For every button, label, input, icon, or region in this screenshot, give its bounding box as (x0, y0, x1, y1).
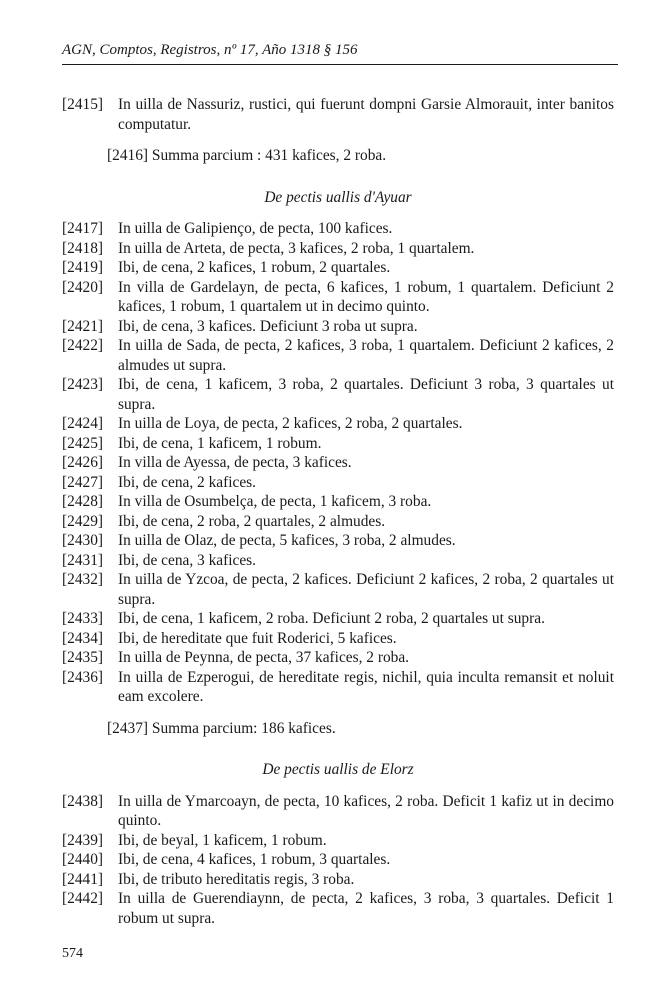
entry (62, 850, 614, 870)
document-body (62, 95, 614, 928)
running-head: AGN, Comptos, Registros, nº 17, Año 1318 § 156 (62, 40, 618, 65)
entry-text: In villa de Osumbelça, de pecta, 1 kaficem, 3 roba. (118, 493, 432, 510)
entry (62, 95, 614, 134)
entry (62, 609, 614, 629)
entry (62, 570, 614, 609)
entry-number: [2430] (62, 532, 104, 549)
entry-text: In uilla de Loya, de pecta, 2 kafices, 2 roba, 2 quartales. (118, 415, 463, 432)
entry-number: [2422] (62, 337, 104, 354)
entry-number: [2419] (62, 259, 104, 276)
page-number: 574 (62, 946, 83, 961)
entry-number: [2438] (62, 792, 104, 810)
entry (62, 453, 614, 473)
entry-number: [2431] (62, 551, 104, 569)
entry-text: Ibi, de hereditate que fuit Roderici, 5 kafices. (118, 629, 397, 647)
entry (62, 870, 614, 890)
entry-text: In uilla de Arteta, de pecta, 3 kafices, 2 roba, 1 quartalem. (118, 239, 475, 257)
entry-text: In uilla de Ymarcoayn, de pecta, 10 kafices, 2 roba. Deficit 1 kafiz ut in decimo quinto. (118, 792, 614, 829)
entry-text: Ibi, de cena, 4 kafices, 1 robum, 3 quartales. (118, 851, 391, 868)
entry (62, 831, 614, 851)
entry-number: [2415] (62, 96, 104, 113)
entry (62, 336, 614, 375)
entry-text: Ibi, de beyal, 1 kaficem, 1 robum. (118, 831, 327, 849)
entry-text: Ibi, de cena, 2 roba, 2 quartales, 2 almudes. (118, 512, 386, 530)
entry-number: [2418] (62, 239, 104, 257)
entry-number: [2428] (62, 493, 104, 510)
entry (62, 668, 614, 707)
entry-text: In uilla de Sada, de pecta, 2 kafices, 3 roba, 1 quartalem. Deficiunt 2 kafices, 2 almudes ut supra. (118, 337, 614, 374)
entry-number: [2439] (62, 831, 104, 849)
entry (62, 551, 614, 571)
entry-text: Ibi, de cena, 2 kafices, 1 robum, 2 quartales. (118, 259, 391, 276)
entry (62, 629, 614, 649)
entry (62, 648, 614, 668)
section-heading: De pectis uallis d'Ayuar (264, 188, 412, 206)
entry-text: In villa de Gardelayn, de pecta, 6 kafices, 1 robum, 1 quartalem. Deficiunt 2 kafices, 1 robum, 1 quartalem ut in decimo quinto. (118, 278, 614, 315)
entry-text: In uilla de Ezperogui, de hereditate regis, nichil, quia inculta remansit et noluit eam excolere. (118, 668, 614, 705)
entry-number: [2426] (62, 454, 104, 471)
entry-text: Ibi, de cena, 1 kaficem, 3 roba, 2 quartales. Deficiunt 3 roba, 3 quartales ut supra. (118, 376, 614, 413)
entry-number: [2417] (62, 220, 104, 237)
entry-number: [2427] (62, 473, 104, 491)
summa-line: [2437] Summa parcium: 186 kafices. (107, 719, 336, 737)
entry-number: [2420] (62, 278, 104, 296)
entry-text: Ibi, de cena, 3 kafices. Deficiunt 3 roba ut supra. (118, 317, 418, 335)
entry-text: Ibi, de cena, 3 kafices. (118, 551, 257, 569)
entry (62, 258, 614, 278)
entry (62, 278, 614, 317)
entry (62, 492, 614, 512)
entry-text: Ibi, de cena, 2 kafices. (118, 473, 257, 491)
entry (62, 414, 614, 434)
summa-line: [2416] Summa parcium : 431 kafices, 2 roba. (107, 147, 387, 164)
entry (62, 512, 614, 532)
entry-number: [2429] (62, 512, 104, 530)
entry (62, 375, 614, 414)
entry-number: [2432] (62, 571, 104, 588)
entry (62, 239, 614, 259)
entry-number: [2423] (62, 376, 104, 393)
entry-number: [2433] (62, 610, 104, 627)
entry (62, 792, 614, 831)
entry-number: [2442] (62, 890, 104, 907)
entry-text: In uilla de Guerendiaynn, de pecta, 2 kafices, 3 roba, 3 quartales. Deficit 1 robum ut supra. (118, 890, 614, 927)
entry-number: [2424] (62, 415, 104, 432)
entry-number: [2440] (62, 851, 104, 868)
entry-number: [2441] (62, 870, 104, 888)
entry (62, 473, 614, 493)
entry-text: Ibi, de tributo hereditatis regis, 3 roba. (118, 870, 355, 888)
entry (62, 531, 614, 551)
entry (62, 434, 614, 454)
entry-text: In uilla de Yzcoa, de pecta, 2 kafices. Deficiunt 2 kafices, 2 roba, 2 quartales ut supra. (118, 571, 614, 608)
entry-text: In villa de Ayessa, de pecta, 3 kafices. (118, 454, 352, 471)
entry-text: Ibi, de cena, 1 kaficem, 2 roba. Deficiunt 2 roba, 2 quartales ut supra. (118, 610, 545, 627)
entry-text: Ibi, de cena, 1 kaficem, 1 robum. (118, 434, 322, 452)
entry-number: [2435] (62, 649, 104, 666)
entry-number: [2436] (62, 668, 104, 686)
entry-text: In uilla de Olaz, de pecta, 5 kafices, 3 roba, 2 almudes. (118, 532, 456, 549)
section-heading: De pectis uallis de Elorz (262, 761, 414, 778)
entry-text: In uilla de Peynna, de pecta, 37 kafices, 2 roba. (118, 649, 410, 666)
entry-number: [2434] (62, 629, 104, 647)
entry (62, 889, 614, 928)
entry (62, 317, 614, 337)
entry-number: [2425] (62, 434, 104, 452)
entry (62, 219, 614, 239)
entry-text: In uilla de Galipienço, de pecta, 100 kafices. (118, 220, 393, 237)
entry-number: [2421] (62, 317, 104, 335)
entry-text: In uilla de Nassuriz, rustici, qui fuerunt dompni Garsie Almorauit, inter banitos computatur. (118, 96, 614, 133)
